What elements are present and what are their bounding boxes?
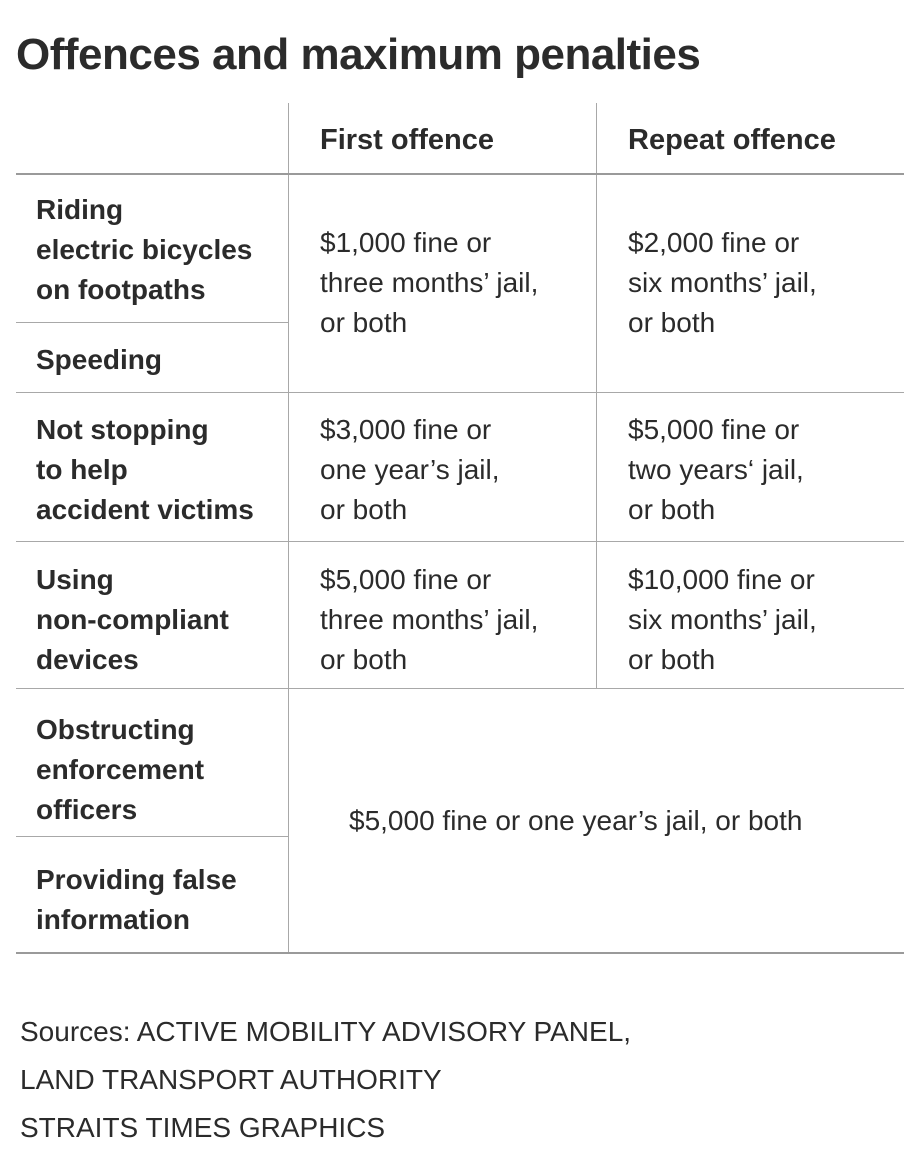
source-line: LAND TRANSPORT AUTHORITY <box>20 1064 442 1095</box>
header-rule <box>16 173 904 175</box>
offence-false-information: Providing false information <box>36 864 237 935</box>
penalty-non-compliant-first: $5,000 fine or three months’ jail, or both <box>320 564 539 675</box>
offence-speeding: Speeding <box>36 344 163 375</box>
penalty-non-compliant-repeat: $10,000 fine or six months’ jail, or both <box>628 564 817 675</box>
penalty-not-stopping-repeat: $5,000 fine or two years‘ jail, or both <box>628 414 804 525</box>
row-divider <box>16 688 904 689</box>
row-divider <box>16 541 904 542</box>
offence-riding-on-footpaths: Riding electric bicycles on footpaths <box>36 194 253 305</box>
row-divider-obstructing-false-info <box>16 836 288 837</box>
source-line: STRAITS TIMES GRAPHICS <box>20 1112 386 1143</box>
row-divider <box>16 392 904 393</box>
column-divider-first <box>596 103 597 689</box>
header-first-offence: First offence <box>320 124 495 156</box>
penalty-not-stopping-first: $3,000 fine or one year’s jail, or both <box>320 414 500 525</box>
page-title: Offences and maximum penalties <box>16 30 701 79</box>
penalty-footpaths-speeding-first: $1,000 fine or three months’ jail, or both <box>320 227 539 338</box>
source-line: Sources: ACTIVE MOBILITY ADVISORY PANEL, <box>20 1016 632 1047</box>
offence-non-compliant-devices: Using non-compliant devices <box>36 564 229 675</box>
offence-obstructing-officers: Obstructing enforcement officers <box>36 714 205 825</box>
sources-note <box>20 1008 631 1152</box>
row-divider-footpaths-speeding <box>16 322 288 323</box>
penalty-obstructing-false-info: $5,000 fine or one year’s jail, or both <box>349 805 803 836</box>
table-bottom-rule <box>16 952 904 954</box>
column-divider-offence <box>288 103 289 953</box>
header-repeat-offence: Repeat offence <box>628 124 836 156</box>
offence-not-stopping: Not stopping to help accident victims <box>36 414 254 525</box>
penalty-footpaths-speeding-repeat: $2,000 fine or six months’ jail, or both <box>628 227 817 338</box>
